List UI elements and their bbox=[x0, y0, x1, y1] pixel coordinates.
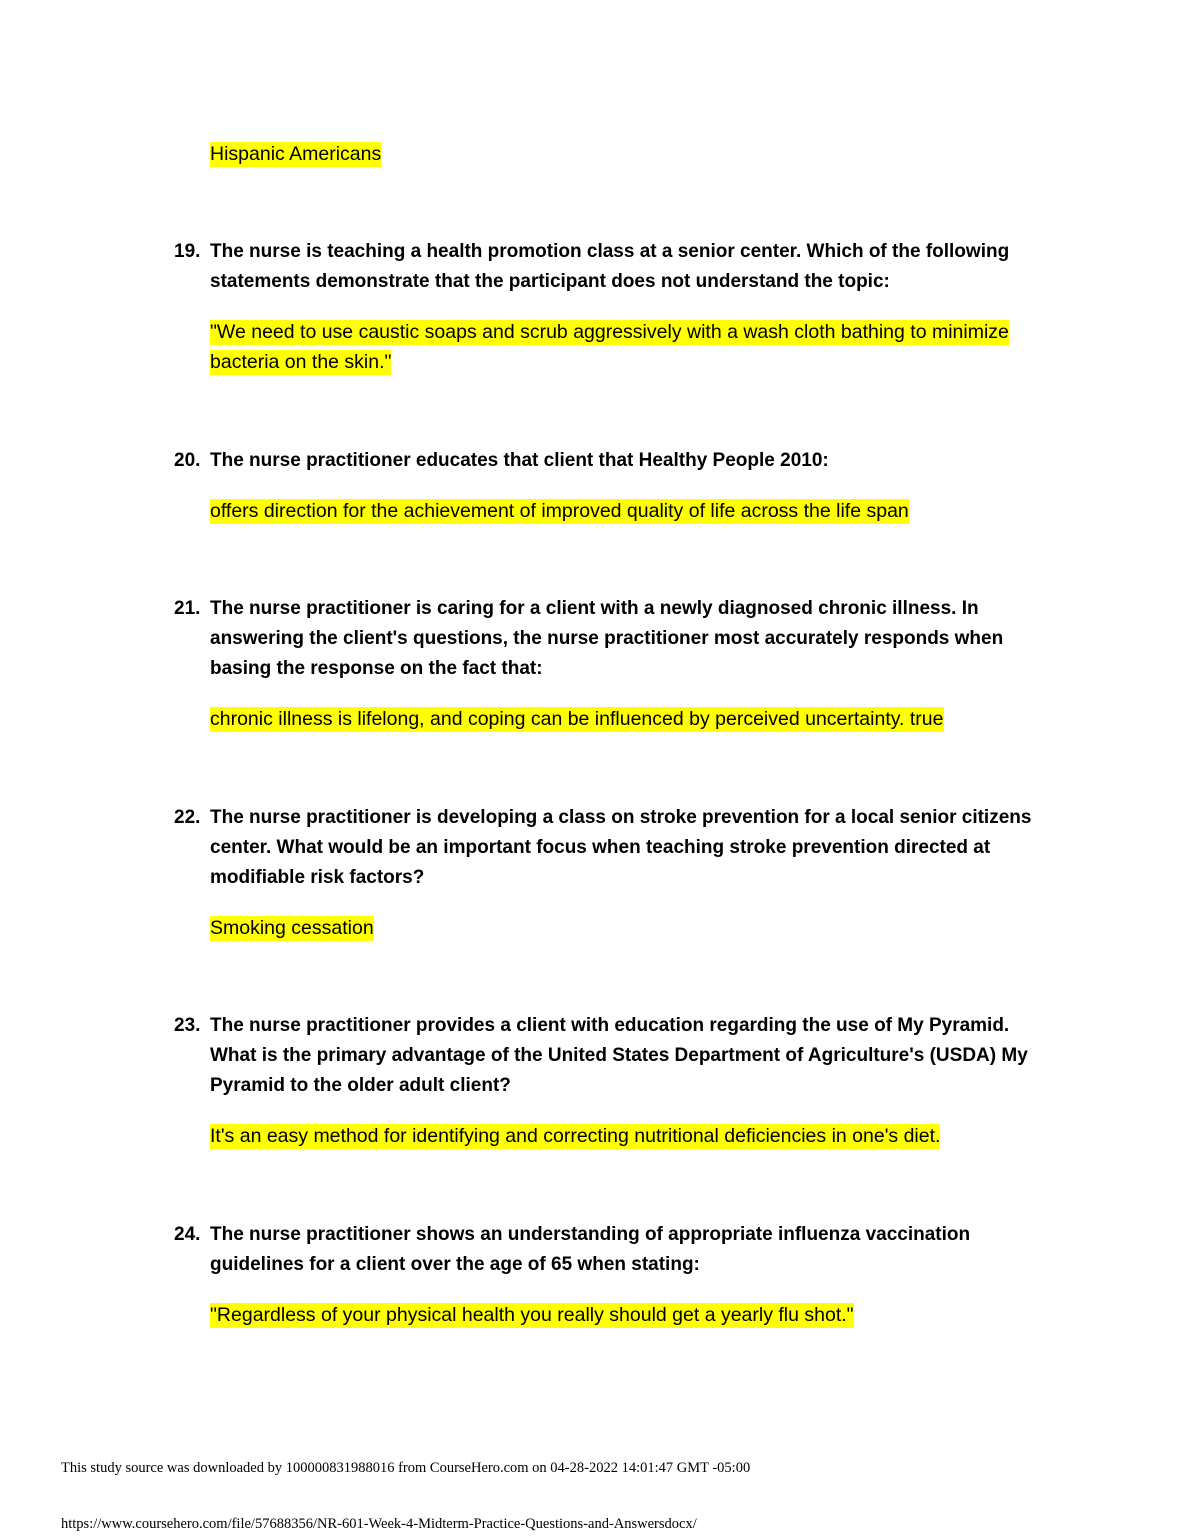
question-text: The nurse practitioner is developing a class on stroke prevention for a local senior citizens center. What would be an important focus when teaching stroke prevention directed at modifiable risk factors? bbox=[210, 807, 1032, 888]
answer-text: Smoking cessation bbox=[210, 917, 374, 939]
answer bbox=[210, 1300, 1054, 1330]
carryover-answer bbox=[210, 139, 1050, 169]
question-20 bbox=[174, 446, 1054, 526]
answer bbox=[210, 704, 1054, 734]
question-text: The nurse practitioner provides a client with education regarding the use of My Pyramid. What is the primary advantage of the United States Department of Agriculture's (USDA) My Pyramid to the older adult client? bbox=[210, 1015, 1028, 1096]
carryover-answer-text: Hispanic Americans bbox=[210, 143, 382, 165]
question-text: The nurse practitioner is caring for a client with a newly diagnosed chronic illness. In answering the client's questions, the nurse practitioner most accurately responds when basing the response on the fact that: bbox=[210, 598, 1004, 679]
question-23 bbox=[174, 1011, 1054, 1151]
question-number: 21. bbox=[174, 598, 201, 619]
question-number: 20. bbox=[174, 450, 201, 471]
answer-text: "We need to use caustic soaps and scrub aggressively with a wash cloth bathing to minimize bacteria on the skin." bbox=[210, 321, 1009, 373]
download-source-footer: This study source was downloaded by 100000831988016 from CourseHero.com on 04-28-2022 14:01:47 GMT -05:00 bbox=[61, 1460, 751, 1476]
answer bbox=[210, 1121, 1054, 1151]
answer-text: chronic illness is lifelong, and coping can be influenced by perceived uncertainty. true bbox=[210, 708, 944, 730]
question-24 bbox=[174, 1220, 1054, 1330]
answer-text: It's an easy method for identifying and correcting nutritional deficiencies in one's diet. bbox=[210, 1125, 941, 1147]
question-number: 23. bbox=[174, 1015, 201, 1036]
question-number: 19. bbox=[174, 241, 201, 262]
answer bbox=[210, 317, 1054, 377]
question-text: The nurse practitioner educates that client that Healthy People 2010: bbox=[210, 450, 829, 471]
question-21 bbox=[174, 594, 1054, 734]
answer-text: offers direction for the achievement of improved quality of life across the life span bbox=[210, 500, 909, 522]
answer-text: "Regardless of your physical health you really should get a yearly flu shot." bbox=[210, 1304, 854, 1326]
question-22 bbox=[174, 803, 1054, 943]
question-number: 22. bbox=[174, 807, 201, 828]
question-text: The nurse is teaching a health promotion class at a senior center. Which of the following statements demonstrate that the participant does not understand the topic: bbox=[210, 241, 1010, 292]
answer bbox=[210, 913, 1054, 943]
answer bbox=[210, 496, 1054, 526]
question-19 bbox=[174, 237, 1054, 377]
question-text: The nurse practitioner shows an understanding of appropriate influenza vaccination guidelines for a client over the age of 65 when stating: bbox=[210, 1224, 971, 1275]
source-url-footer[interactable]: https://www.coursehero.com/file/57688356/NR-601-Week-4-Midterm-Practice-Questions-and-Answersdocx/ bbox=[61, 1516, 697, 1532]
question-number: 24. bbox=[174, 1224, 201, 1245]
